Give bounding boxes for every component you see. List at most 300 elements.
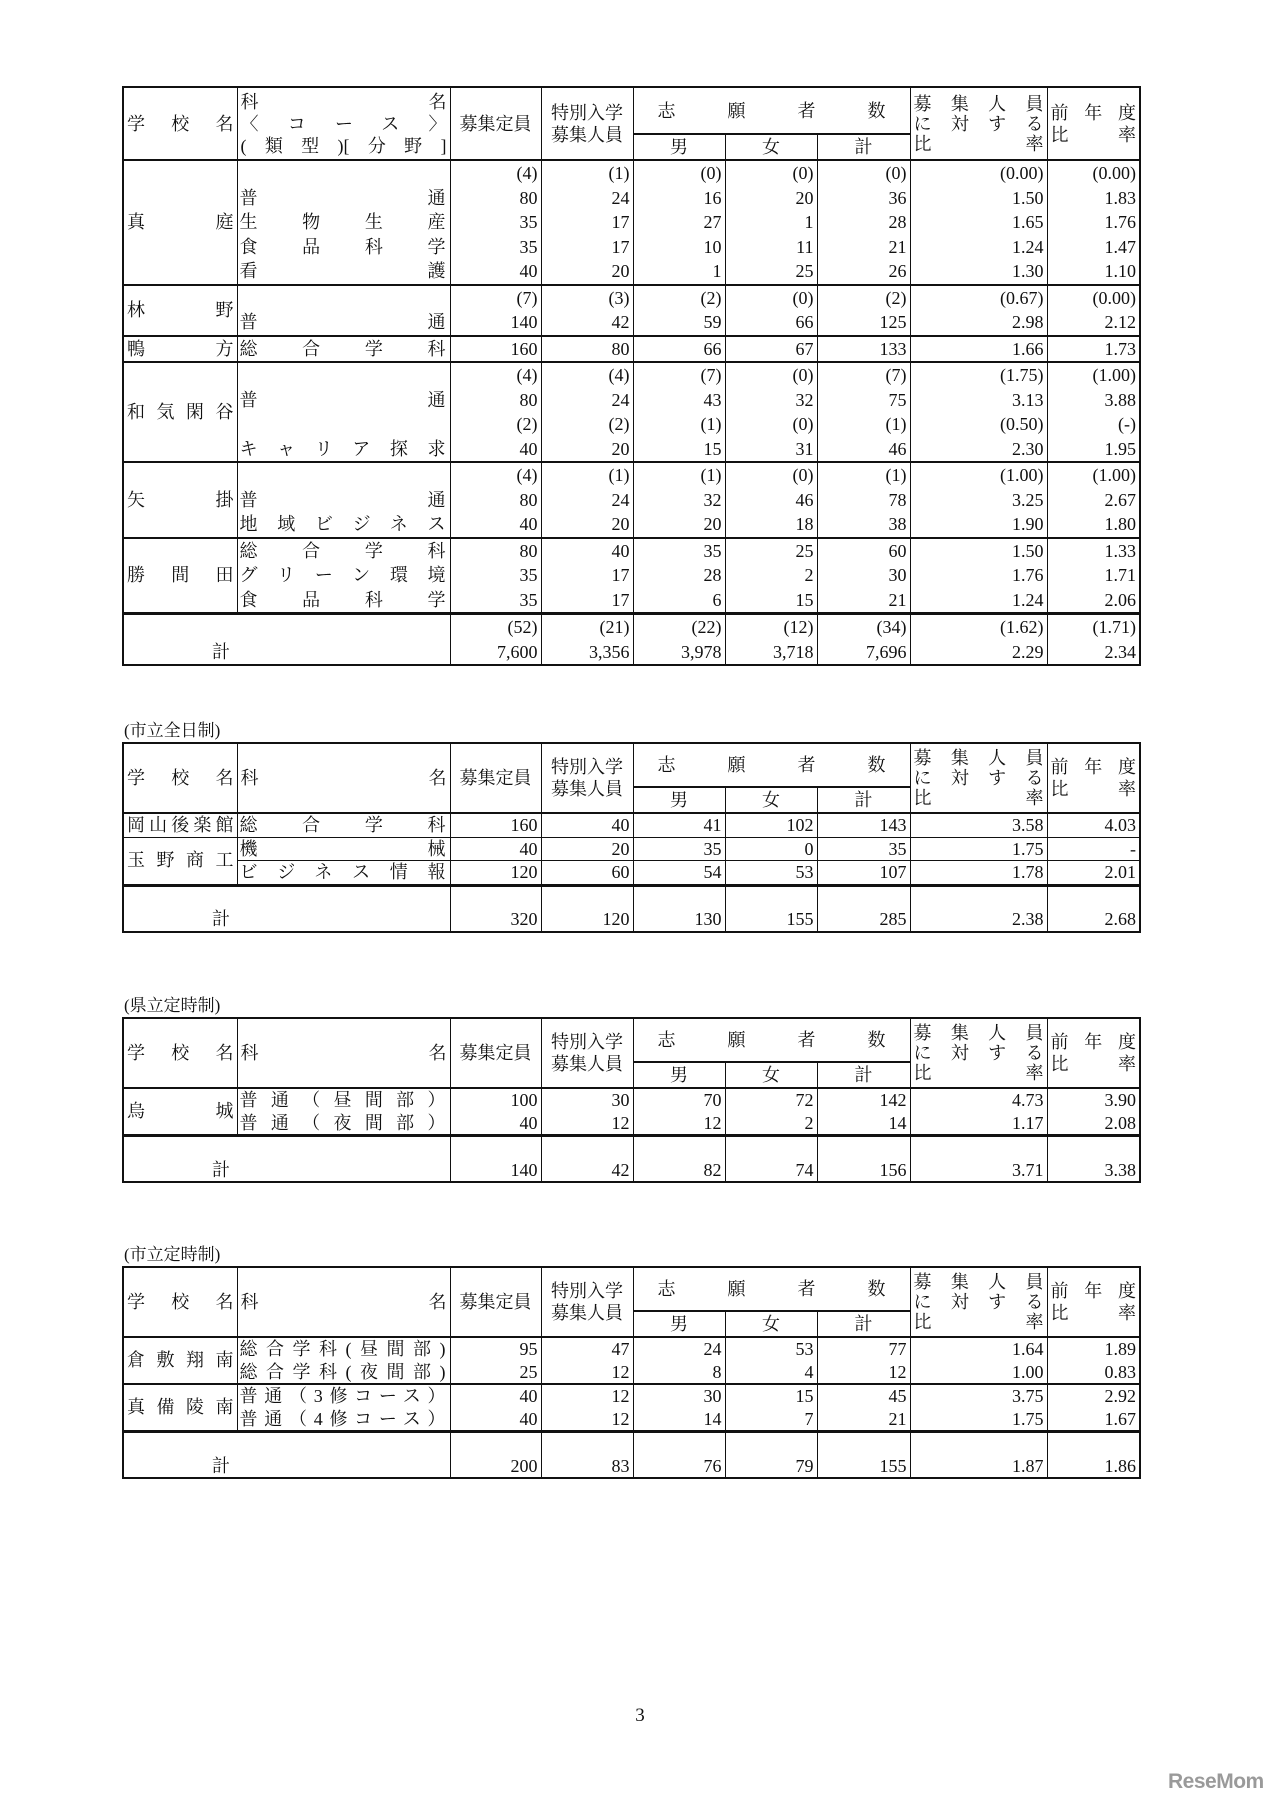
total-special: (21)	[541, 614, 633, 640]
cell-capacity: 40	[450, 1112, 541, 1136]
cell-special: 20	[541, 512, 633, 538]
table-row	[123, 1088, 1140, 1112]
cell-female: (0)	[725, 462, 817, 488]
cell-prev: -	[1047, 837, 1140, 861]
course-name: 食品科学	[239, 589, 446, 610]
cell-total: 12	[817, 1361, 910, 1385]
table-row	[123, 588, 1140, 614]
course-name-cell	[237, 538, 450, 564]
table-row	[123, 186, 1140, 211]
cell-special: (4)	[541, 362, 633, 388]
cell-total: 30	[817, 563, 910, 588]
cell-capacity: 160	[450, 336, 541, 363]
course-name-cell	[237, 563, 450, 588]
cell-capacity: 80	[450, 538, 541, 564]
course-name-cell	[237, 588, 450, 614]
header-prev-ratio	[1047, 1018, 1140, 1088]
cell-female: 102	[725, 813, 817, 837]
school-name-cell	[123, 837, 237, 885]
cell-male: 12	[633, 1112, 725, 1136]
course-name-cell	[237, 512, 450, 538]
cell-capacity: 40	[450, 1408, 541, 1432]
cell-capacity: 35	[450, 210, 541, 235]
course-name: 機械	[239, 838, 446, 859]
school-name: 和気閑谷	[127, 401, 234, 422]
cell-male: 35	[633, 538, 725, 564]
cell-male: 35	[633, 837, 725, 861]
cell-prev: 1.83	[1047, 186, 1140, 211]
table-section-prefectural-fulltime	[122, 86, 1139, 666]
cell-female: 2	[725, 563, 817, 588]
course-name-cell	[237, 861, 450, 886]
cell-female: 7	[725, 1408, 817, 1432]
applicants-table	[122, 1266, 1141, 1479]
cell-female: 53	[725, 861, 817, 886]
cell-ratio: 1.90	[910, 512, 1047, 538]
cell-ratio: 1.75	[910, 837, 1047, 861]
cell-male: 24	[633, 1337, 725, 1361]
course-name: 食品科学	[239, 236, 446, 257]
table-row	[123, 861, 1140, 886]
cell-special: 40	[541, 813, 633, 837]
table-row	[123, 538, 1140, 564]
total-row	[123, 1136, 1140, 1183]
total-total: 155	[817, 1432, 910, 1479]
total-ratio: 2.38	[910, 885, 1047, 932]
total-female: 3,718	[725, 640, 817, 666]
cell-special: 30	[541, 1088, 633, 1112]
header-applicants	[633, 87, 910, 134]
header-prev-line: 前年度	[1050, 1032, 1137, 1052]
cell-total: 107	[817, 861, 910, 886]
header-special-line: 募集人員	[551, 1054, 623, 1074]
cell-special: 17	[541, 588, 633, 614]
cell-capacity: (4)	[450, 160, 541, 186]
cell-ratio: 1.78	[910, 861, 1047, 886]
school-name-cell	[123, 160, 237, 285]
cell-female: 32	[725, 388, 817, 413]
course-name-cell	[237, 1088, 450, 1112]
cell-capacity: 25	[450, 1361, 541, 1385]
cell-capacity: (2)	[450, 412, 541, 437]
cell-capacity: (4)	[450, 362, 541, 388]
watermark-logo: ReseMom	[1168, 1770, 1264, 1793]
cell-female: 20	[725, 186, 817, 211]
table-row	[123, 336, 1140, 363]
total-prev: 1.86	[1047, 1432, 1140, 1479]
table-row	[123, 259, 1140, 285]
cell-female: 25	[725, 538, 817, 564]
course-name: 普通（夜間部）	[239, 1112, 446, 1133]
total-male: 76	[633, 1432, 725, 1479]
total-label: 計	[123, 885, 450, 932]
cell-male: (7)	[633, 362, 725, 388]
header-prev-line: 比率	[1050, 1054, 1137, 1074]
cell-prev: 3.88	[1047, 388, 1140, 413]
total-prev: 3.38	[1047, 1136, 1140, 1183]
cell-ratio: 3.75	[910, 1384, 1047, 1408]
cell-special: 12	[541, 1384, 633, 1408]
total-capacity: 140	[450, 1136, 541, 1183]
total-prev: (1.71)	[1047, 614, 1140, 640]
cell-special: 24	[541, 488, 633, 513]
header-school	[123, 87, 237, 160]
header-special	[541, 743, 633, 813]
header-ratio-line: 比率	[913, 133, 1044, 154]
course-name: 総合学科(夜間部)	[239, 1361, 446, 1382]
cell-ratio: (1.00)	[910, 462, 1047, 488]
cell-male: 32	[633, 488, 725, 513]
header-special-line: 特別入学	[551, 757, 623, 777]
total-ratio: 1.87	[910, 1432, 1047, 1479]
total-capacity: (52)	[450, 614, 541, 640]
cell-male: 8	[633, 1361, 725, 1385]
cell-ratio: 1.17	[910, 1112, 1047, 1136]
total-ratio: 2.29	[910, 640, 1047, 666]
cell-prev: 2.92	[1047, 1384, 1140, 1408]
cell-prev: 1.10	[1047, 259, 1140, 285]
cell-male: 54	[633, 861, 725, 886]
header-ratio	[910, 1018, 1047, 1088]
header-special-line: 特別入学	[551, 1281, 623, 1301]
applicants-table	[122, 86, 1141, 666]
header-applicants-label: 志願者数	[657, 755, 886, 775]
cell-total: (7)	[817, 362, 910, 388]
cell-male: 20	[633, 512, 725, 538]
header-ratio-line: 募集人員	[913, 1023, 1044, 1043]
header-course	[237, 1018, 450, 1088]
total-row	[123, 614, 1140, 640]
header-course-line: 〈コース〉	[240, 113, 447, 134]
total-capacity: 200	[450, 1432, 541, 1479]
cell-capacity: 35	[450, 563, 541, 588]
header-special-line: 特別入学	[551, 1032, 623, 1052]
cell-special: (2)	[541, 412, 633, 437]
header-course	[237, 743, 450, 813]
header-prev-line: 比率	[1050, 1303, 1137, 1323]
cell-total: 78	[817, 488, 910, 513]
cell-ratio: 1.50	[910, 186, 1047, 211]
total-special: 83	[541, 1432, 633, 1479]
cell-total: (2)	[817, 285, 910, 311]
header-course-line: 科名	[240, 91, 447, 112]
header-male: 男	[633, 1062, 725, 1088]
cell-capacity: 40	[450, 1384, 541, 1408]
cell-ratio: 2.98	[910, 310, 1047, 336]
cell-female: 15	[725, 1384, 817, 1408]
cell-ratio: 1.75	[910, 1408, 1047, 1432]
header-ratio	[910, 87, 1047, 160]
header-ratio-line: に対する	[913, 1043, 1044, 1063]
cell-ratio: 1.00	[910, 1361, 1047, 1385]
course-name: ビジネス情報	[239, 862, 446, 882]
total-prev: 2.34	[1047, 640, 1140, 666]
cell-capacity: 120	[450, 861, 541, 886]
cell-capacity: 35	[450, 588, 541, 614]
cell-ratio: 1.76	[910, 563, 1047, 588]
total-female: 74	[725, 1136, 817, 1183]
table-row	[123, 388, 1140, 413]
cell-male: 27	[633, 210, 725, 235]
cell-special: 20	[541, 837, 633, 861]
cell-capacity: 160	[450, 813, 541, 837]
cell-prev: 2.67	[1047, 488, 1140, 513]
course-name-cell	[237, 1337, 450, 1361]
cell-prev: 1.47	[1047, 235, 1140, 260]
cell-special: (3)	[541, 285, 633, 311]
table-row	[123, 462, 1140, 488]
header-ratio-line: に対する	[913, 768, 1044, 788]
course-name-cell	[237, 210, 450, 235]
course-name-cell	[237, 235, 450, 260]
header-capacity: 募集定員	[450, 743, 541, 813]
cell-prev: (1.00)	[1047, 362, 1140, 388]
cell-total: 125	[817, 310, 910, 336]
total-label: 計	[123, 1136, 450, 1183]
course-name: 普通	[239, 489, 446, 510]
header-ratio	[910, 743, 1047, 813]
cell-ratio: 1.24	[910, 235, 1047, 260]
header-female: 女	[725, 1311, 817, 1337]
cell-ratio: 3.25	[910, 488, 1047, 513]
header-ratio-line: 募集人員	[913, 93, 1044, 114]
table-row	[123, 437, 1140, 463]
course-name-cell	[237, 488, 450, 513]
table-row	[123, 285, 1140, 311]
header-special-line: 特別入学	[551, 102, 623, 123]
table-section-municipal-parttime	[122, 1244, 1139, 1479]
cell-prev: 2.01	[1047, 861, 1140, 886]
course-name-cell	[237, 813, 450, 837]
header-prev-line: 前年度	[1050, 1281, 1137, 1301]
cell-prev: 1.76	[1047, 210, 1140, 235]
cell-capacity: 95	[450, 1337, 541, 1361]
header-total: 計	[817, 134, 910, 160]
school-name-cell	[123, 813, 237, 837]
cell-capacity: (4)	[450, 462, 541, 488]
cell-total: 21	[817, 235, 910, 260]
cell-prev: (1.00)	[1047, 462, 1140, 488]
header-prev-ratio	[1047, 743, 1140, 813]
applicants-table	[122, 742, 1141, 933]
cell-prev: 1.80	[1047, 512, 1140, 538]
course-name: 看護	[239, 261, 446, 281]
school-name: 真庭	[127, 212, 234, 232]
cell-prev: 4.03	[1047, 813, 1140, 837]
total-special: 120	[541, 885, 633, 932]
header-prev-line: 比率	[1050, 124, 1137, 145]
course-name: 地域ビジネス	[239, 514, 446, 534]
table-section-prefectural-parttime	[122, 995, 1139, 1183]
course-name-cell	[237, 1112, 450, 1136]
header-school-label: 学校名	[127, 113, 234, 134]
total-total: 156	[817, 1136, 910, 1183]
cell-ratio: (1.75)	[910, 362, 1047, 388]
header-special-line: 募集人員	[551, 124, 623, 145]
cell-prev: 1.71	[1047, 563, 1140, 588]
cell-total: (1)	[817, 462, 910, 488]
header-school-label: 学校名	[127, 1292, 234, 1312]
cell-total: 21	[817, 588, 910, 614]
cell-male: (1)	[633, 462, 725, 488]
school-name: 岡山後楽館	[127, 815, 234, 835]
header-female: 女	[725, 1062, 817, 1088]
total-prev: 2.68	[1047, 885, 1140, 932]
cell-capacity: (7)	[450, 285, 541, 311]
cell-prev: 2.12	[1047, 310, 1140, 336]
cell-capacity: 40	[450, 259, 541, 285]
cell-total: 45	[817, 1384, 910, 1408]
header-row	[123, 87, 1140, 134]
header-row	[123, 1267, 1140, 1311]
cell-prev: (0.00)	[1047, 160, 1140, 186]
cell-capacity: 40	[450, 512, 541, 538]
header-ratio-line: 比率	[913, 1312, 1044, 1332]
cell-total: 77	[817, 1337, 910, 1361]
header-course	[237, 87, 450, 160]
course-name-cell	[237, 1361, 450, 1385]
cell-male: 28	[633, 563, 725, 588]
table-row	[123, 1112, 1140, 1136]
cell-female: (0)	[725, 362, 817, 388]
school-name-cell	[123, 538, 237, 614]
cell-female: 18	[725, 512, 817, 538]
header-applicants	[633, 743, 910, 787]
cell-male: 1	[633, 259, 725, 285]
total-male: 82	[633, 1136, 725, 1183]
total-ratio: (1.62)	[910, 614, 1047, 640]
table-row	[123, 1384, 1140, 1408]
total-capacity: 320	[450, 885, 541, 932]
page-number: 3	[635, 1705, 645, 1726]
cell-female: (0)	[725, 285, 817, 311]
cell-prev: (-)	[1047, 412, 1140, 437]
course-name-cell	[237, 362, 450, 388]
header-male: 男	[633, 134, 725, 160]
header-total: 計	[817, 1311, 910, 1337]
cell-total: 28	[817, 210, 910, 235]
cell-special: 17	[541, 210, 633, 235]
cell-total: 38	[817, 512, 910, 538]
header-capacity: 募集定員	[450, 87, 541, 160]
course-name: 総合学科	[239, 338, 446, 359]
cell-total: (0)	[817, 160, 910, 186]
header-special	[541, 1267, 633, 1337]
cell-female: 25	[725, 259, 817, 285]
course-name: 普通（4修コース）	[239, 1408, 446, 1429]
course-name: 普通（3修コース）	[239, 1386, 446, 1406]
header-row	[123, 743, 1140, 787]
cell-male: 10	[633, 235, 725, 260]
school-name-cell	[123, 1337, 237, 1384]
cell-capacity: 80	[450, 488, 541, 513]
header-prev-ratio	[1047, 1267, 1140, 1337]
school-name: 真備陵南	[127, 1397, 234, 1418]
total-label: 計	[123, 1432, 450, 1479]
course-name-cell	[237, 1384, 450, 1408]
school-name: 倉敷翔南	[127, 1350, 234, 1371]
cell-prev: 0.83	[1047, 1361, 1140, 1385]
cell-male: (1)	[633, 412, 725, 437]
cell-ratio: 3.13	[910, 388, 1047, 413]
course-name-cell	[237, 437, 450, 463]
header-school-label: 学校名	[127, 768, 234, 788]
course-name: 総合学科(昼間部)	[239, 1339, 446, 1359]
header-special	[541, 87, 633, 160]
total-row	[123, 885, 1140, 932]
table-row	[123, 412, 1140, 437]
header-course	[237, 1267, 450, 1337]
school-name: 鴨方	[127, 338, 234, 359]
course-name: 総合学科	[239, 540, 446, 561]
header-applicants-label: 志願者数	[657, 100, 886, 121]
cell-ratio: 3.58	[910, 813, 1047, 837]
course-name-cell	[237, 186, 450, 211]
school-name: 勝間田	[127, 565, 234, 585]
cell-ratio: (0.50)	[910, 412, 1047, 437]
cell-ratio: 1.65	[910, 210, 1047, 235]
cell-special: (1)	[541, 462, 633, 488]
total-ratio: 3.71	[910, 1136, 1047, 1183]
cell-ratio: (0.67)	[910, 285, 1047, 311]
total-male: 130	[633, 885, 725, 932]
header-applicants	[633, 1018, 910, 1062]
cell-prev: 1.73	[1047, 336, 1140, 363]
cell-male: 43	[633, 388, 725, 413]
header-applicants-label: 志願者数	[657, 1030, 886, 1050]
cell-male: 41	[633, 813, 725, 837]
table-row	[123, 1408, 1140, 1432]
header-prev-ratio	[1047, 87, 1140, 160]
cell-male: 30	[633, 1384, 725, 1408]
cell-total: 75	[817, 388, 910, 413]
cell-female: 46	[725, 488, 817, 513]
cell-capacity: 40	[450, 437, 541, 463]
cell-total: 35	[817, 837, 910, 861]
table-row	[123, 235, 1140, 260]
table-row	[123, 813, 1140, 837]
header-school	[123, 1267, 237, 1337]
cell-male: 15	[633, 437, 725, 463]
header-total: 計	[817, 787, 910, 813]
course-name-cell	[237, 837, 450, 861]
header-ratio-line: に対する	[913, 1292, 1044, 1312]
header-ratio-line: 募集人員	[913, 1272, 1044, 1292]
school-name-cell	[123, 462, 237, 538]
cell-male: 59	[633, 310, 725, 336]
cell-male: 6	[633, 588, 725, 614]
header-applicants-label: 志願者数	[657, 1279, 886, 1299]
cell-female: 4	[725, 1361, 817, 1385]
header-row	[123, 1018, 1140, 1062]
cell-female: 66	[725, 310, 817, 336]
table-row	[123, 563, 1140, 588]
cell-total: 14	[817, 1112, 910, 1136]
header-special	[541, 1018, 633, 1088]
header-ratio-line: 比率	[913, 788, 1044, 808]
cell-male: 66	[633, 336, 725, 363]
cell-capacity: 80	[450, 186, 541, 211]
header-ratio-line: 募集人員	[913, 748, 1044, 768]
course-name: 普通	[239, 389, 446, 410]
cell-capacity: 35	[450, 235, 541, 260]
cell-prev: (0.00)	[1047, 285, 1140, 311]
header-ratio	[910, 1267, 1047, 1337]
cell-capacity: 80	[450, 388, 541, 413]
school-name: 烏城	[127, 1101, 234, 1122]
cell-female: (0)	[725, 160, 817, 186]
cell-female: 15	[725, 588, 817, 614]
